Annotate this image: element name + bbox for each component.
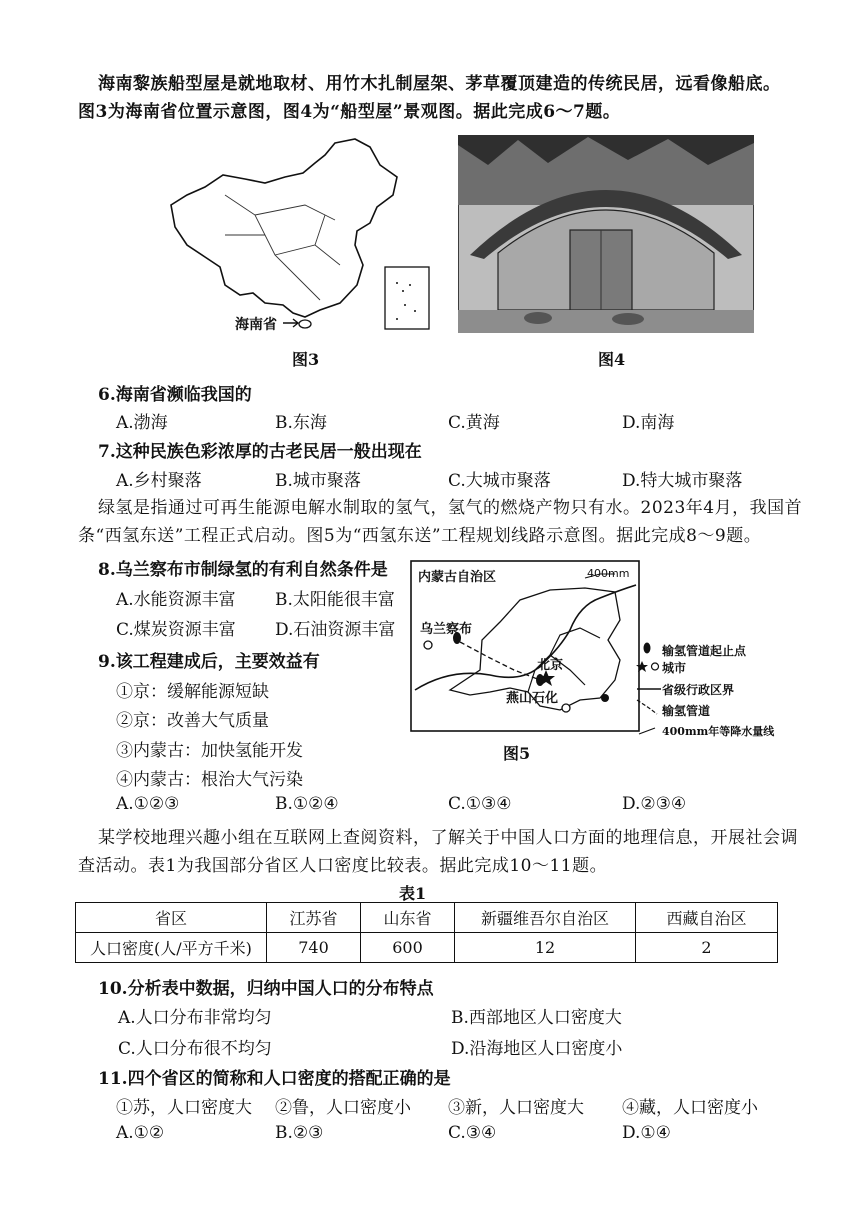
table-header-row — [76, 903, 778, 933]
q9-item-4: ④内蒙古：根治大气污染 — [116, 770, 303, 790]
table-cell: 600 — [361, 933, 455, 963]
table-header-cell: 江苏省 — [267, 903, 361, 933]
table-cell: 740 — [267, 933, 361, 963]
legend-pipeline-icon — [637, 700, 657, 714]
fig5-legend-symbols — [635, 638, 665, 738]
q7-option-b[interactable]: B.城市聚落 — [275, 471, 361, 491]
q9-option-c[interactable]: C.①③④ — [448, 794, 512, 814]
fig5-ulanqab-label: 乌兰察布 — [420, 622, 473, 637]
q6-option-c[interactable]: C.黄海 — [448, 413, 500, 433]
table-header-cell: 西藏自治区 — [636, 903, 778, 933]
q11-option-b[interactable]: B.②③ — [275, 1123, 324, 1143]
city-dot-2 — [562, 704, 570, 712]
q9-stem: 9.该工程建成后，主要效益有 — [98, 652, 320, 672]
fig4-caption: 图4 — [598, 350, 626, 369]
table-cell: 12 — [455, 933, 636, 963]
q11-item-3: ③新，人口密度大 — [448, 1098, 584, 1118]
intro2-line2: 条“西氢东送”工程正式启动。图5为“西氢东送”工程规划线路示意图。据此完成8～9题。 — [78, 526, 762, 546]
q11-option-d[interactable]: D.①④ — [622, 1123, 671, 1143]
city-dot-3 — [601, 694, 609, 702]
china-map-figure — [165, 135, 445, 340]
q8-option-b[interactable]: B.太阳能很丰富 — [275, 590, 395, 610]
q11-item-2: ②鲁，人口密度小 — [275, 1098, 411, 1118]
inset-islands — [396, 282, 416, 320]
population-density-table — [75, 902, 778, 963]
fig3-caption: 图3 — [292, 350, 320, 369]
fig5-legend-isohyet: 400mm年等降水量线 — [662, 725, 775, 738]
fig5-legend-city: 城市 — [662, 661, 687, 675]
q8-option-a[interactable]: A.水能资源丰富 — [116, 590, 236, 610]
q7-option-d[interactable]: D.特大城市聚落 — [622, 471, 743, 491]
q9-item-3: ③内蒙古：加快氢能开发 — [116, 741, 303, 761]
fig3-hainan-label: 海南省 — [235, 317, 277, 333]
q6-option-a[interactable]: A.渤海 — [116, 413, 168, 433]
q6-option-b[interactable]: B.东海 — [275, 413, 327, 433]
q9-option-d[interactable]: D.②③④ — [622, 794, 687, 814]
fig5-beijing-label: 北京 — [537, 658, 564, 673]
intro2-line1: 绿氢是指通过可再生能源电解水制取的氢气，氢气的燃烧产物只有水。2023年4月，我国首 — [98, 498, 803, 518]
q11-stem: 11.四个省区的简称和人口密度的搭配正确的是 — [98, 1069, 451, 1089]
fig5-region-label: 内蒙古自治区 — [418, 570, 497, 585]
q10-option-b[interactable]: B.西部地区人口密度大 — [451, 1008, 622, 1028]
q6-stem: 6.海南省濒临我国的 — [98, 385, 252, 405]
table-cell: 2 — [636, 933, 778, 963]
fig5-legend-pipeline: 输氢管道 — [662, 704, 711, 718]
china-outline — [171, 139, 397, 317]
table-header-cell: 山东省 — [361, 903, 455, 933]
fig5-yanshan-label: 燕山石化 — [506, 691, 559, 706]
q10-option-a[interactable]: A.人口分布非常均匀 — [118, 1008, 272, 1028]
q8-option-c[interactable]: C.煤炭资源丰富 — [116, 620, 236, 640]
legend-isohyet-icon — [639, 728, 655, 734]
intro1-line2: 图3为海南省位置示意图，图4为“船型屋”景观图。据此完成6～7题。 — [78, 102, 621, 122]
q9-item-2: ②京：改善大气质量 — [116, 711, 269, 731]
q6-option-d[interactable]: D.南海 — [622, 413, 675, 433]
q11-item-4: ④藏，人口密度小 — [622, 1098, 758, 1118]
q7-stem: 7.这种民族色彩浓厚的古老民居一般出现在 — [98, 442, 422, 462]
q9-option-b[interactable]: B.①②④ — [275, 794, 339, 814]
q10-option-d[interactable]: D.沿海地区人口密度小 — [451, 1039, 623, 1059]
fig5-legend-boundary: 省级行政区界 — [662, 683, 735, 697]
table-header-cell: 省区 — [76, 903, 267, 933]
q8-option-d[interactable]: D.石油资源丰富 — [275, 620, 396, 640]
q8-stem: 8.乌兰察布市制绿氢的有利自然条件是 — [98, 560, 388, 580]
intro3-line1: 某学校地理兴趣小组在互联网上查阅资料，了解关于中国人口方面的地理信息，开展社会调 — [98, 828, 798, 848]
q7-option-a[interactable]: A.乡村聚落 — [116, 471, 202, 491]
legend-star-icon — [636, 661, 648, 672]
q10-option-c[interactable]: C.人口分布很不均匀 — [118, 1039, 272, 1059]
legend-endpoint-icon — [644, 643, 651, 654]
q9-item-1: ①京：缓解能源短缺 — [116, 682, 269, 702]
hainan-arrow — [283, 319, 298, 327]
fig5-legend-endpoint: 输氢管道起止点 — [662, 644, 747, 658]
q10-stem: 10.分析表中数据，归纳中国人口的分布特点 — [98, 979, 434, 999]
hydrogen-pipeline-map — [410, 560, 640, 732]
city-dot-1 — [424, 641, 432, 649]
legend-city-icon — [652, 663, 659, 670]
intro3-line2: 查活动。表1为我国部分省区人口密度比较表。据此完成10～11题。 — [78, 856, 608, 876]
intro1-line1: 海南黎族船型屋是就地取材、用竹木扎制屋架、茅草覆顶建造的传统民居，远看像船底。 — [98, 74, 781, 94]
hainan-island — [299, 320, 311, 328]
q11-option-a[interactable]: A.①② — [116, 1123, 165, 1143]
table-row — [76, 933, 778, 963]
south-china-sea-inset — [385, 267, 429, 329]
q7-option-c[interactable]: C.大城市聚落 — [448, 471, 551, 491]
fig5-isohyet-label: 400mm — [587, 567, 630, 580]
province-lines — [225, 195, 340, 300]
table-cell: 人口密度(人/平方千米) — [76, 933, 267, 963]
q11-item-1: ①苏，人口密度大 — [116, 1098, 252, 1118]
q11-option-c[interactable]: C.③④ — [448, 1123, 497, 1143]
table-header-cell: 新疆维吾尔自治区 — [455, 903, 636, 933]
boat-house-photo — [458, 135, 754, 333]
q9-option-a[interactable]: A.①②③ — [116, 794, 180, 814]
table1-caption: 表1 — [399, 884, 427, 903]
fig5-caption: 图5 — [503, 744, 531, 763]
